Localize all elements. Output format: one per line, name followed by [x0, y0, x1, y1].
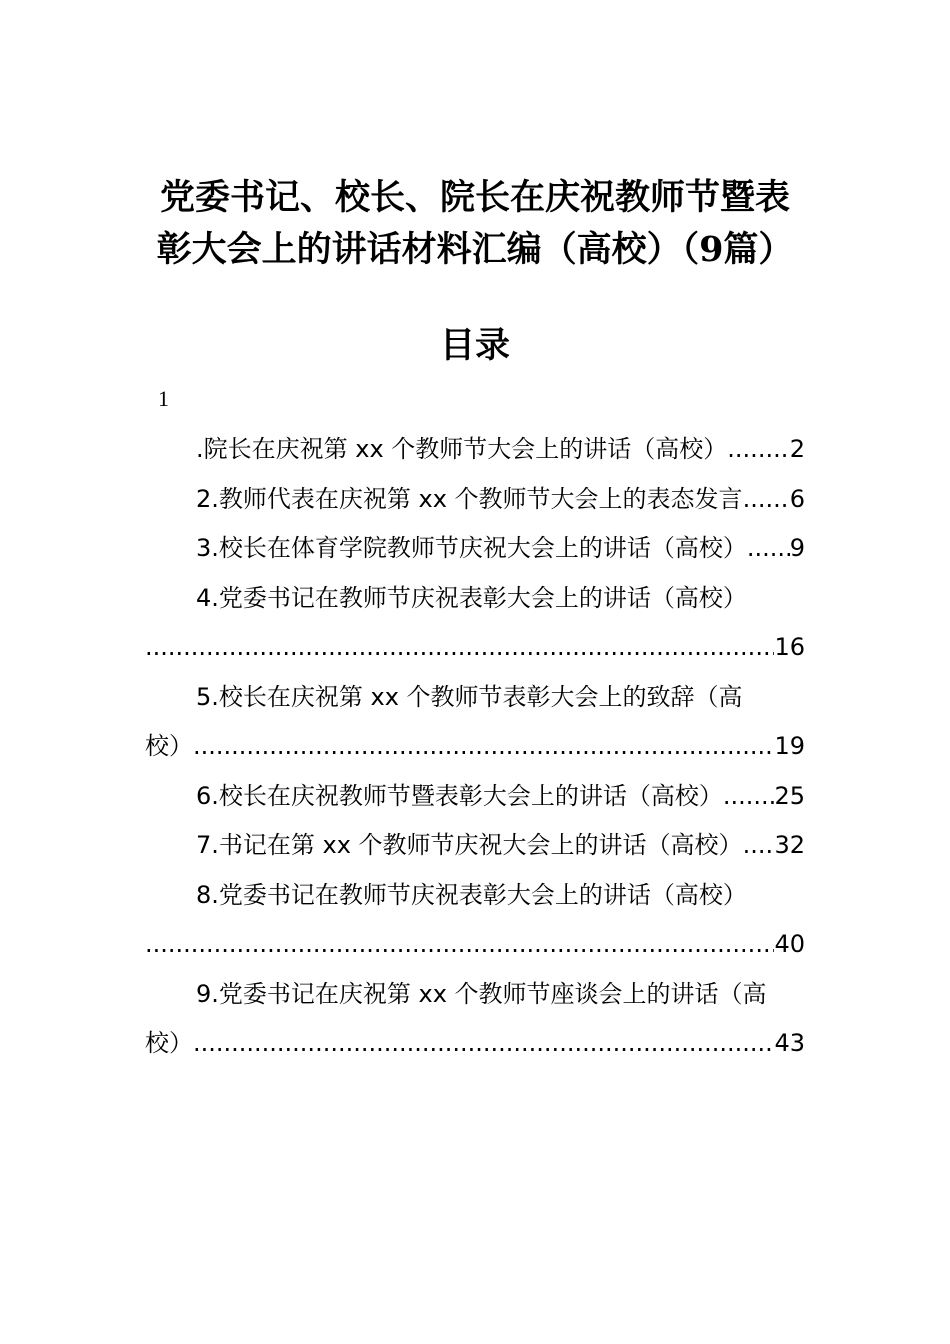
toc-entry-title: 9.党委书记在庆祝第 xx 个教师节座谈会上的讲话（高 [196, 979, 767, 1008]
document-title-line1: 党委书记、校长、院长在庆祝教师节暨表 [159, 177, 790, 218]
toc-entry[interactable] [145, 524, 805, 574]
toc-entry[interactable] [145, 871, 805, 970]
toc-entry[interactable] [145, 772, 805, 822]
toc-entry-page: 43 [774, 1029, 805, 1057]
toc-entry-page: 25 [774, 781, 805, 810]
stray-number: 1 [158, 386, 169, 411]
table-of-contents [145, 425, 805, 1069]
document-title [135, 172, 815, 276]
toc-entry[interactable] [145, 425, 805, 475]
toc-entry[interactable] [145, 970, 805, 1069]
toc-entry-line [145, 722, 805, 772]
toc-leader-dots [743, 475, 790, 525]
toc-entry-title: 3.校长在体育学院教师节庆祝大会上的讲话（高校） [196, 534, 747, 562]
toc-entry-line [145, 524, 805, 574]
toc-leader-dots [193, 1019, 774, 1069]
toc-entry-page: 32 [774, 831, 805, 859]
toc-entry-line [145, 821, 805, 871]
toc-entry-page: 40 [774, 930, 805, 958]
toc-leader-dots [723, 772, 775, 822]
toc-entry[interactable] [145, 821, 805, 871]
toc-entry[interactable] [145, 475, 805, 525]
toc-entry[interactable] [145, 574, 805, 673]
toc-entry-page: 2 [789, 435, 805, 463]
toc-entry-title: 6.校长在庆祝教师节暨表彰大会上的讲话（高校） [196, 781, 723, 810]
toc-entry-line [145, 475, 805, 525]
toc-heading: 目录 [439, 325, 510, 366]
toc-entry-title-continued: 校） [145, 1029, 193, 1057]
toc-entry-line [145, 1019, 805, 1069]
document-title-line2: 彰大会上的讲话材料汇编（高校）（9篇） [156, 229, 794, 270]
toc-entry-title: 7.书记在第 xx 个教师节庆祝大会上的讲话（高校） [196, 831, 743, 859]
toc-entry-line [145, 623, 805, 673]
toc-entry-title: 8.党委书记在教师节庆祝表彰大会上的讲话（高校） [196, 880, 747, 909]
toc-entry-title: 4.党委书记在教师节庆祝表彰大会上的讲话（高校） [196, 583, 747, 612]
toc-entry-line [145, 772, 805, 822]
toc-entry-page: 19 [774, 732, 805, 760]
toc-entry-title: .院长在庆祝第 xx 个教师节大会上的讲话（高校） [196, 435, 728, 463]
toc-entry-line [145, 425, 805, 475]
toc-entry-page: 16 [774, 633, 805, 661]
toc-leader-dots [743, 821, 775, 871]
toc-entry-page: 6 [789, 484, 805, 513]
toc-entry-page: 9 [789, 534, 805, 562]
toc-leader-dots [193, 722, 774, 772]
toc-entry-title: 5.校长在庆祝第 xx 个教师节表彰大会上的致辞（高 [196, 682, 743, 711]
toc-leader-dots [145, 920, 774, 970]
toc-entry[interactable] [145, 673, 805, 772]
toc-entry-title-continued: 校） [145, 732, 193, 760]
toc-leader-dots [727, 425, 789, 475]
toc-entry-line [145, 920, 805, 970]
toc-leader-dots [747, 524, 790, 574]
toc-entry-title: 2.教师代表在庆祝第 xx 个教师节大会上的表态发言 [196, 484, 743, 513]
toc-leader-dots [145, 623, 774, 673]
